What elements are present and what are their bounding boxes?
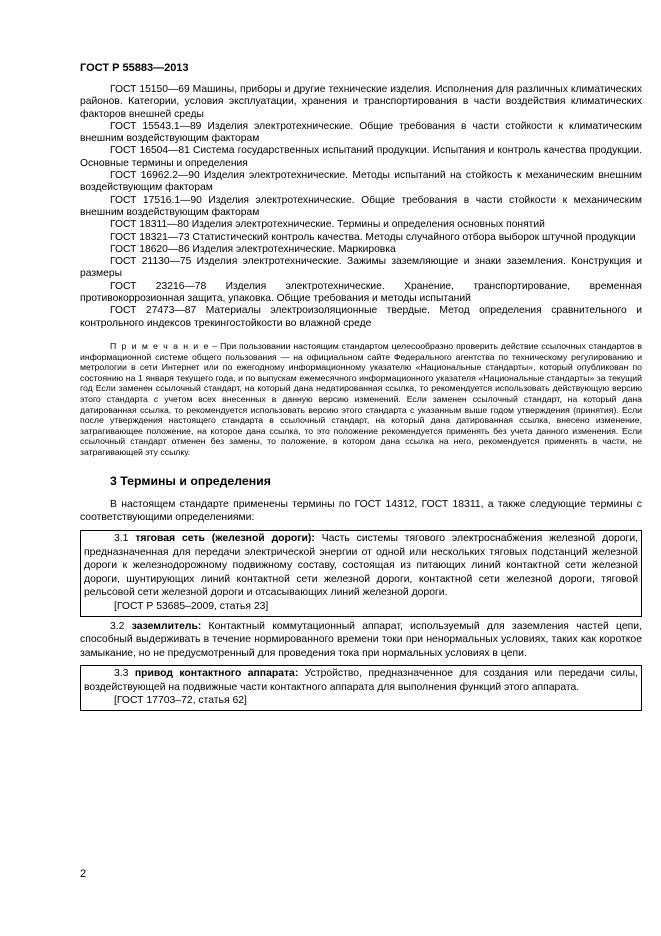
- definition-number: 3.3: [114, 668, 135, 680]
- reference-item: ГОСТ 16962.2—90 Изделия электротехнические. Методы испытаний на стойкость к механическим внешним воздействующим факторам: [80, 170, 642, 194]
- standard-code-header: ГОСТ Р 55883—2013: [80, 62, 189, 74]
- reference-item: ГОСТ 18321—73 Статистический контроль качества. Методы случайного отбора выборок штучной продукции: [110, 231, 636, 243]
- section-intro: В настоящем стандарте применены термины по ГОСТ 14312, ГОСТ 18311, а также следующие термины с соответствующими определениями:: [80, 498, 642, 524]
- reference-item: ГОСТ 23216—78 Изделия электротехнические. Хранение, транспортирование, временная противокоррозионная защита, упаковка. Общие требования и методы испытаний: [80, 280, 642, 305]
- definition-number: 3.2: [110, 620, 132, 632]
- definition-number: 3.1: [114, 532, 136, 544]
- definition-text: [84, 667, 638, 694]
- document-body: [80, 84, 642, 711]
- definition-term: привод контактного аппарата:: [134, 668, 299, 680]
- reference-item: ГОСТ 27473—87 Материалы электроизоляционные твердые. Метод определения сравнительного и контрольного индексов трекингостойкости во влажной среде: [80, 305, 642, 329]
- definition-3-2: [80, 620, 642, 661]
- definition-source: [ГОСТ 17703–72, статья 62]: [114, 695, 247, 707]
- reference-item: ГОСТ 15543.1—89 Изделия электротехнические. Общие требования в части стойкости к климатическим внешним воздействующим факторам: [80, 120, 642, 145]
- note-text: – При пользовании настоящим стандартом целесообразно проверить действие ссылочных стандартов в информационной системе общего пользования — на официальном сайте Федерального агентства по техническому регулированию и метрологии в сети Интернет или по ежегодному информационному указателю «Национальные стандарты», который опубликован по состоянию на 1 января текущего года, и по выпускам ежемесячного информационного указателя «Национальные стандарты» за текущий год Если заменен ссылочный стандарт, на который дана недатированная ссылка, то рекомендуется использовать действующую версию этого стандарта с учетом всех внесенных в данную версию изменений. Если заменен ссылочный стандарт, на который дана датированная ссылка, то рекомендуется использовать версию этого стандарта с указанным выше годом утверждения (принятия). Если после утверждения настоящего стандарта в ссылочный стандарт, на который дана датированная ссылка, внесено изменение, затрагивающее положение, на которое дана ссылка, то это положение рекомендуется применять без учета данного изменения. Если ссылочный стандарт отменен без замены, то положение, в котором дана ссылка на него, рекомендуется применять в части, не затрагивающей эту ссылку.: [80, 340, 642, 457]
- reference-item: ГОСТ 17516.1—90 Изделия электротехнические. Общие требования в части стойкости к механическим внешним воздействующим факторам: [80, 194, 642, 218]
- definition-text: [84, 532, 638, 600]
- reference-item: ГОСТ 15150—69 Машины, приборы и другие технические изделия. Исполнения для различных климатических районов. Категории, условия эксплуатации, хранения и транспортирования в части воздействия климатических факторов внешней среды: [80, 84, 642, 120]
- section-title: 3 Термины и определения: [110, 474, 271, 489]
- page-number: 2: [80, 868, 87, 880]
- definition-box-3-1: [80, 530, 642, 617]
- note-paragraph: [80, 341, 642, 458]
- note-label: П р и м е ч а н и е: [110, 340, 210, 351]
- definition-body: Часть системы тягового электроснабжения железной дороги, предназначенная для передачи электрической энергии от одной или нескольких тяговых подстанций железной дороги к железнодорожному подвижному составу, состоящая из питающих линий контактной сети железной дороги, шунтирующих линий контактной сети железной дороги, контактной сети железной дороги, тяговой рельсовой сети железной дороги и отсасывающих линий железной дороги.: [84, 532, 639, 599]
- reference-item: ГОСТ 18311—80 Изделия электротехнические. Термины и определения основных понятий: [110, 219, 545, 231]
- reference-item: ГОСТ 16504—81 Система государственных испытаний продукции. Испытания и контроль качества продукции. Основные термины и определения: [80, 145, 642, 169]
- definition-source: [ГОСТ Р 53685–2009, статья 23]: [114, 600, 269, 612]
- definition-term: тяговая сеть (железной дороги):: [135, 532, 315, 544]
- reference-item: ГОСТ 18620—86 Изделия электротехнические. Маркировка: [110, 243, 396, 255]
- reference-item: ГОСТ 21130—75 Изделия электротехнические. Зажимы заземляющие и знаки заземления. Конструкция и размеры: [80, 256, 642, 280]
- definition-body: Контактный коммутационный аппарат, используемый для заземления частей цепи, способный выдерживать в течение нормированного времени токи при ненормальных условиях, таких как короткое замыкание, но не предусмотренный для проведения тока при нормальных условиях в цепи.: [80, 620, 642, 659]
- definition-body: Устройство, предназначенное для создания или передачи силы, воздействующей на подвижные части контактного аппарата для выполнения функций этого аппарата.: [84, 668, 638, 693]
- normative-references-list: [80, 84, 642, 330]
- definition-term: заземлитель:: [131, 620, 202, 632]
- definition-text: [80, 620, 642, 661]
- definition-box-3-3: [80, 665, 642, 711]
